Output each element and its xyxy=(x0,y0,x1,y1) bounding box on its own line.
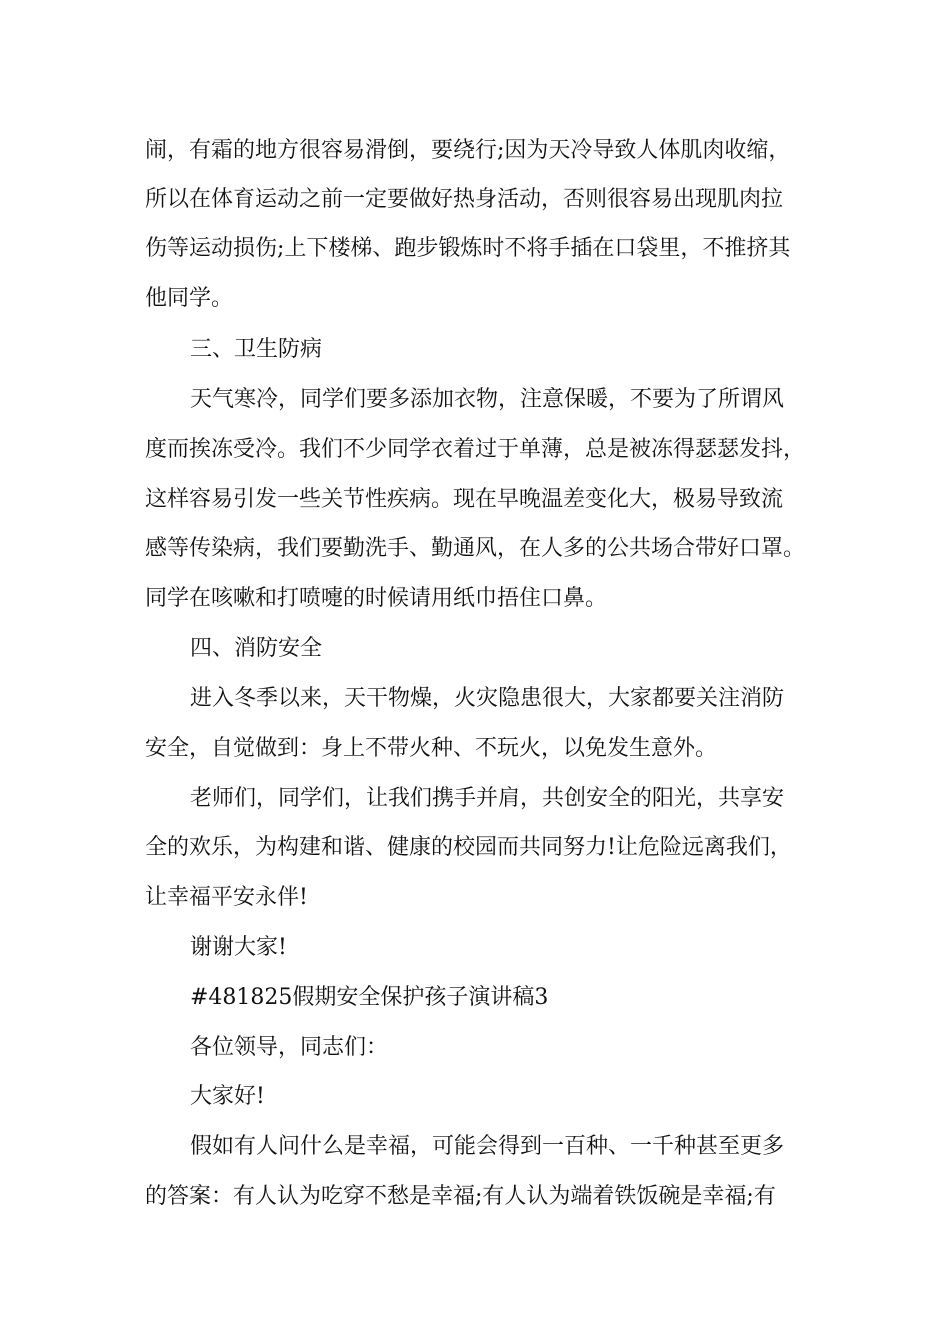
text-line: 感等传染病，我们要勤洗手、勤通风，在人多的公共场合带好口罩。 xyxy=(145,536,806,561)
text-line: 度而挨冻受冷。我们不少同学衣着过于单薄，总是被冻得瑟瑟发抖， xyxy=(145,437,806,462)
text-line: 全的欢乐，为构建和谐、健康的校园而共同努力!让危险远离我们， xyxy=(145,835,792,860)
text-line: 谢谢大家! xyxy=(190,935,287,960)
text-line: 的答案：有人认为吃穿不愁是幸福;有人认为端着铁饭碗是幸福;有 xyxy=(145,1184,776,1209)
text-line: 这样容易引发一些关节性疾病。现在早晚温差变化大，极易导致流 xyxy=(145,487,784,512)
text-line: 所以在体育运动之前一定要做好热身活动，否则很容易出现肌肉拉 xyxy=(145,187,784,212)
text-line: 他同学。 xyxy=(145,286,234,311)
text-line: 进入冬季以来，天干物燥，火灾隐患很大，大家都要关注消防 xyxy=(190,686,785,711)
text-line: 假如有人问什么是幸福，可能会得到一百种、一千种甚至更多 xyxy=(190,1134,785,1159)
section-heading: 四、消防安全 xyxy=(190,636,323,661)
text-line: 让幸福平安永伴! xyxy=(145,885,308,910)
text-line: 伤等运动损伤;上下楼梯、跑步锻炼时不将手插在口袋里，不推挤其 xyxy=(145,236,791,261)
section-heading: 三、卫生防病 xyxy=(190,337,323,362)
text-line: 老师们，同学们，让我们携手并肩，共创安全的阳光，共享安 xyxy=(190,786,785,811)
document-title: #481825假期安全保护孩子演讲稿3 xyxy=(190,985,549,1010)
salutation: 各位领导，同志们： xyxy=(190,1035,389,1060)
text-line: 天气寒冷，同学们要多添加衣物，注意保暖，不要为了所谓风 xyxy=(190,387,785,412)
text-line: 闹，有霜的地方很容易滑倒，要绕行;因为天冷导致人体肌肉收缩， xyxy=(145,138,791,163)
text-line: 同学在咳嗽和打喷嚏的时候请用纸巾捂住口鼻。 xyxy=(145,586,608,611)
greeting: 大家好! xyxy=(190,1084,265,1109)
text-line: 安全，自觉做到：身上不带火种、不玩火，以免发生意外。 xyxy=(145,736,718,761)
